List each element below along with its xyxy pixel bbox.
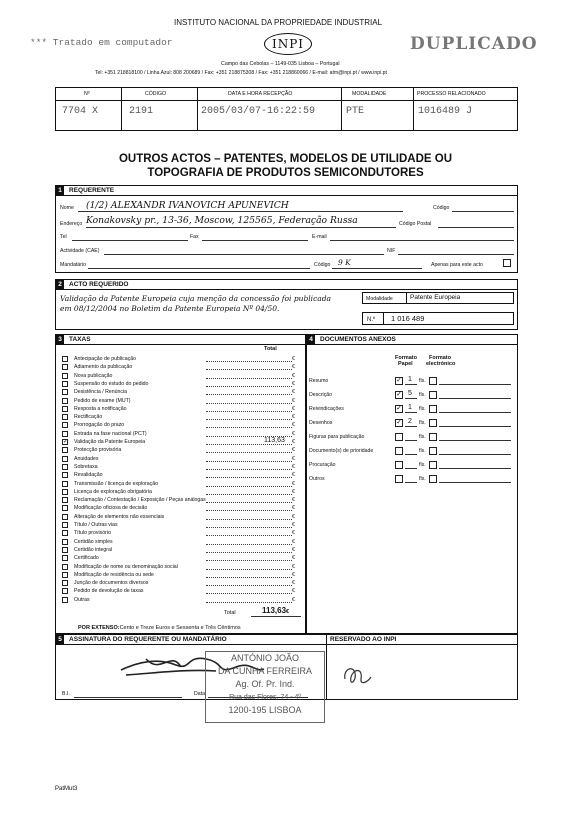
- title-line-1: OUTROS ACTOS – PATENTES, MODELOS DE UTILIDADE OU: [118, 153, 453, 165]
- section-header: 1 REQUERENTE: [56, 186, 517, 196]
- taxa-label: Resposta a notificação: [74, 405, 127, 412]
- taxa-label: Certificado: [74, 555, 99, 562]
- fax-label: Fax: [190, 234, 199, 240]
- codigo-postal-label: Código Postal: [399, 221, 432, 227]
- taxa-currency: €: [292, 430, 295, 437]
- taxa-label: Título / Outras vias: [74, 522, 118, 528]
- taxa-value[interactable]: 113,63: [264, 437, 285, 444]
- documento-label: Descrição: [309, 392, 333, 398]
- data-label: Data: [194, 691, 205, 697]
- documento-papel-checkbox[interactable]: ✓: [396, 419, 402, 426]
- documento-label: Reivindicações: [309, 406, 344, 412]
- taxa-label: Certidão simples: [74, 538, 113, 545]
- taxa-checkbox[interactable]: [62, 555, 68, 561]
- documento-papel-checkbox[interactable]: ✓: [396, 391, 402, 398]
- fls-label: fls.: [419, 392, 426, 398]
- title-line-2: TOPOGRAFIA DE PRODUTOS SEMICONDUTORES: [147, 167, 424, 179]
- taxa-currency: €: [292, 414, 295, 421]
- endereco-label: Endereço: [60, 221, 83, 227]
- taxa-checkbox[interactable]: [62, 539, 68, 545]
- taxa-checkbox[interactable]: [62, 406, 68, 412]
- fls-label: fls.: [419, 378, 426, 384]
- bi-label: B.I.: [62, 691, 70, 697]
- documento-papel-checkbox[interactable]: [395, 461, 403, 469]
- taxa-currency: €: [292, 439, 295, 445]
- taxa-label: Pedido de devolução de taxas: [74, 588, 144, 595]
- taxa-checkbox[interactable]: [62, 414, 68, 420]
- documento-label: Resumo: [309, 378, 329, 384]
- taxa-checkbox[interactable]: [62, 505, 68, 511]
- documento-papel-checkbox[interactable]: [395, 433, 403, 441]
- taxa-currency: €: [292, 364, 295, 371]
- document-title: [0, 152, 571, 180]
- taxa-checkbox[interactable]: ✓: [63, 439, 69, 445]
- numero-label: N.º: [367, 317, 376, 323]
- fls-label: fls.: [419, 420, 426, 426]
- total-value: 113,63€: [262, 606, 290, 615]
- taxa-currency: €: [292, 472, 295, 479]
- documento-fls-count[interactable]: 2: [408, 418, 412, 425]
- ref-value-numero: 7704 X: [62, 106, 99, 117]
- documento-electronico-checkbox[interactable]: [429, 405, 437, 413]
- email-label: E-mail: [312, 234, 327, 240]
- documento-papel-checkbox[interactable]: [395, 447, 403, 455]
- formato-electronico-header: Formato: [429, 355, 451, 361]
- section-taxas: [55, 334, 306, 634]
- documento-label: Documento(s) de prioridade: [309, 448, 374, 454]
- taxa-label: Anuidades: [74, 455, 99, 462]
- taxa-label: Sobretaxa: [74, 463, 98, 470]
- taxa-label: Reclamação / Contestação / Exposição / Peças análogas: [74, 497, 206, 504]
- duplicado-stamp: DUPLICADO: [410, 34, 538, 54]
- taxa-checkbox[interactable]: [62, 597, 68, 603]
- taxas-total-column: Total: [264, 346, 277, 352]
- codigo-mandatario-label: Código: [314, 262, 331, 268]
- documento-label: Outros: [309, 476, 325, 482]
- taxa-currency: €: [292, 555, 295, 562]
- numero-value: 1 016 489: [391, 314, 425, 323]
- documento-electronico-checkbox[interactable]: [429, 419, 437, 427]
- taxa-currency: €: [292, 463, 295, 470]
- taxa-currency: €: [292, 497, 295, 504]
- documento-label: Figuras para publicação: [309, 434, 365, 440]
- taxa-currency: €: [292, 596, 295, 603]
- modalidade-label: Modalidade: [366, 296, 393, 302]
- taxa-checkbox[interactable]: [62, 564, 68, 570]
- taxa-label: Modificação de residência ou sede: [74, 571, 154, 578]
- taxa-currency: €: [292, 397, 295, 404]
- ref-value-modalidade: PTE: [346, 106, 365, 117]
- inpi-initials: [341, 661, 381, 691]
- section-requerente: [55, 185, 518, 273]
- ref-header-data: DATA E HORA RECEPÇÃO: [228, 91, 293, 97]
- taxa-label: Nova publicação: [74, 372, 113, 379]
- stamp-line-1: ANTÓNIO JOÃO: [230, 653, 299, 663]
- taxa-currency: €: [292, 405, 295, 412]
- taxa-currency: €: [292, 389, 295, 396]
- fls-label: fls.: [419, 434, 426, 440]
- stamp-line-4: Rua das Flores, 74 - 4º: [229, 694, 301, 701]
- documento-electronico-checkbox[interactable]: [429, 433, 437, 441]
- stamp-line-5: 1200-195 LISBOA: [228, 705, 302, 715]
- documento-fls-count[interactable]: 1: [408, 376, 412, 383]
- taxa-currency: €: [292, 580, 295, 587]
- taxa-label: Adiamento da publicação: [74, 364, 133, 371]
- taxa-currency: €: [292, 380, 295, 387]
- apenas-label: Apenas para este acto: [431, 262, 483, 268]
- taxa-label: Certidão integral: [74, 546, 113, 553]
- total-label: Total: [224, 610, 236, 616]
- documento-label: Desenhos: [309, 420, 333, 426]
- taxa-checkbox[interactable]: [62, 464, 68, 470]
- taxa-label: Junção de documentos diversos: [74, 580, 149, 587]
- taxa-currency: €: [292, 455, 295, 462]
- taxa-label: Revalidação: [74, 472, 103, 479]
- taxa-checkbox[interactable]: [62, 514, 68, 520]
- taxa-label: Antecipação de publicação: [74, 356, 137, 362]
- inpi-logo: INPI: [264, 33, 312, 55]
- section-documentos: [306, 334, 518, 634]
- taxa-currency: €: [292, 538, 295, 545]
- ref-header-processo: PROCESSO RELACIONADO: [417, 91, 486, 97]
- section-acto: [55, 279, 518, 330]
- taxa-label: Transmissão / licença de exploração: [74, 480, 159, 487]
- address: Campo das Cebolas – 1149-035 Lisboa – Portugal: [221, 61, 340, 67]
- contacts: Tel: +351 218818100 / Linha Azul: 808 200689 / Fax: +351 218875308 / Fax: +351 218860066 / E-mail: atm@inpi.pt / www.inpi.pt: [95, 70, 387, 76]
- formato-papel-header: Formato: [395, 355, 417, 361]
- taxa-checkbox[interactable]: [62, 472, 68, 478]
- modalidade-box[interactable]: [362, 292, 514, 304]
- taxa-checkbox[interactable]: [62, 422, 68, 428]
- fls-label: fls.: [419, 448, 426, 454]
- taxa-checkbox[interactable]: [62, 456, 68, 462]
- taxa-checkbox[interactable]: [62, 364, 68, 370]
- taxa-currency: €: [292, 356, 295, 362]
- taxa-checkbox[interactable]: [62, 522, 68, 528]
- taxa-currency: €: [292, 571, 295, 578]
- taxa-checkbox[interactable]: [62, 381, 68, 387]
- taxa-label: Rectificação: [74, 414, 103, 421]
- ref-header-codigo: CÓDIGO: [145, 91, 167, 97]
- taxa-label: Modificação de nome ou denominação social: [74, 563, 178, 570]
- taxa-currency: €: [292, 372, 295, 379]
- taxa-currency: €: [292, 522, 295, 528]
- nif-label: NIF: [387, 248, 396, 254]
- taxa-checkbox[interactable]: [62, 389, 68, 395]
- taxa-currency: €: [292, 505, 295, 512]
- actividade-label: Actividade (CAE): [60, 248, 100, 254]
- stamp-line-3: Ag. Of. Pr. Ind.: [235, 679, 295, 689]
- taxa-currency: €: [292, 513, 295, 520]
- documento-electronico-checkbox[interactable]: [429, 391, 437, 399]
- documento-fls-count[interactable]: 5: [408, 390, 412, 397]
- nome-field[interactable]: (1/2) ALEXANDR IVANOVICH APUNEVICH: [86, 200, 289, 211]
- modalidade-value: Patente Europeia: [410, 294, 461, 301]
- taxa-checkbox[interactable]: [62, 489, 68, 495]
- ref-value-processo: 1016489 J: [418, 106, 473, 117]
- taxa-label: Desistência / Renúncia: [74, 389, 128, 396]
- mandatario-label: Mandatário: [60, 262, 86, 268]
- apenas-checkbox[interactable]: [503, 259, 511, 267]
- ref-value-codigo: 2191: [129, 106, 154, 117]
- documento-electronico-checkbox[interactable]: [429, 447, 437, 455]
- taxa-currency: €: [292, 563, 295, 570]
- taxa-checkbox[interactable]: [62, 431, 68, 437]
- formato-electronico-header-2: electrónico: [426, 361, 456, 367]
- documento-papel-checkbox[interactable]: ✓: [396, 405, 402, 412]
- por-extenso: POR EXTENSO:Cento e Treze Euros e Sessenta e Três Cêntimos: [78, 625, 241, 631]
- taxa-currency: €: [292, 422, 295, 429]
- taxa-checkbox[interactable]: [62, 373, 68, 379]
- reference-table: [55, 87, 518, 131]
- documento-electronico-checkbox[interactable]: [429, 461, 437, 469]
- codigo-mandatario-field[interactable]: 9 K: [338, 258, 351, 267]
- taxa-checkbox[interactable]: [62, 547, 68, 553]
- acto-text-line-1: Validação da Patente Europeia cuja menção da concessão foi publicada: [60, 294, 332, 303]
- nome-label: Nome: [60, 205, 74, 211]
- taxa-currency: €: [292, 530, 295, 537]
- taxa-currency: €: [292, 488, 295, 495]
- taxa-checkbox[interactable]: [62, 588, 68, 594]
- numero-box[interactable]: [362, 312, 514, 325]
- section-header: 4 DOCUMENTOS ANEXOS: [307, 335, 517, 345]
- tel-label: Tel: [60, 234, 67, 240]
- form-code: PatMut3: [55, 786, 78, 792]
- taxa-checkbox[interactable]: [62, 398, 68, 404]
- endereco-field[interactable]: Konakovsky pr., 13-36, Moscow, 125565, Federação Russa: [86, 215, 358, 226]
- taxa-checkbox[interactable]: [62, 497, 68, 503]
- documento-papel-checkbox[interactable]: [395, 475, 403, 483]
- taxa-checkbox[interactable]: [62, 481, 68, 487]
- documento-papel-checkbox[interactable]: ✓: [396, 377, 402, 384]
- institute-name: INSTITUTO NACIONAL DA PROPRIEDADE INDUSTRIAL: [174, 18, 383, 27]
- taxa-label: Protecção provisória: [74, 447, 122, 454]
- documento-label: Procuração: [309, 462, 336, 468]
- taxa-label: Licença de exploração obrigatória: [74, 488, 152, 495]
- ref-value-data: 2005/03/07-16:22:59: [201, 106, 316, 117]
- taxa-currency: €: [292, 588, 295, 595]
- taxa-checkbox[interactable]: [62, 580, 68, 586]
- taxa-label: Título provisório: [74, 530, 111, 537]
- taxa-checkbox[interactable]: [62, 447, 68, 453]
- documento-electronico-checkbox[interactable]: [429, 377, 437, 385]
- taxa-label: Pedido de exame (MUT): [74, 397, 131, 404]
- documento-electronico-checkbox[interactable]: [429, 475, 437, 483]
- taxa-currency: €: [292, 480, 295, 487]
- fls-label: fls.: [419, 476, 426, 482]
- computer-stamp: *** Tratado em computador: [30, 37, 173, 48]
- taxa-label: Entrada na fase nacional (PCT): [74, 430, 147, 437]
- taxa-label: Outras: [74, 596, 90, 603]
- taxa-label: Alteração de elementos não essenciais: [74, 513, 165, 520]
- stamp-line-2: DA CUNHA FERREIRA: [217, 666, 313, 676]
- taxa-currency: €: [292, 447, 295, 454]
- taxa-label: Modificação oficiosa de decisão: [74, 505, 148, 512]
- taxa-checkbox[interactable]: [62, 530, 68, 536]
- taxa-label: Suspensão do estudo do pedido: [74, 380, 149, 387]
- acto-text-line-2: em 08/12/2004 no Boletim da Patente Europeia Nº 04/50.: [60, 304, 280, 313]
- agent-stamp: [205, 651, 325, 723]
- section-header: 5 ASSINATURA DO REQUERENTE OU MANDATÁRIO: [56, 635, 327, 645]
- taxa-checkbox[interactable]: [62, 572, 68, 578]
- documento-fls-count[interactable]: 1: [408, 404, 412, 411]
- section-header: 2 ACTO REQUERIDO: [56, 280, 517, 290]
- taxa-label: Prorrogação do prazo: [74, 422, 125, 429]
- fls-label: fls.: [419, 462, 426, 468]
- section-header: 3 TAXAS: [56, 335, 305, 345]
- taxa-label: Validação da Patente Europeia: [74, 439, 146, 445]
- taxa-currency: €: [292, 546, 295, 553]
- formato-papel-header-2: Papel: [398, 361, 413, 367]
- codigo-label: Código: [433, 205, 450, 211]
- reservado-inpi: RESERVADO AO INPI: [330, 636, 397, 643]
- ref-header-numero: Nº: [84, 91, 90, 97]
- ref-header-modalidade: MODALIDADE: [352, 91, 387, 97]
- taxa-checkbox[interactable]: [62, 356, 68, 362]
- fls-label: fls.: [419, 406, 426, 412]
